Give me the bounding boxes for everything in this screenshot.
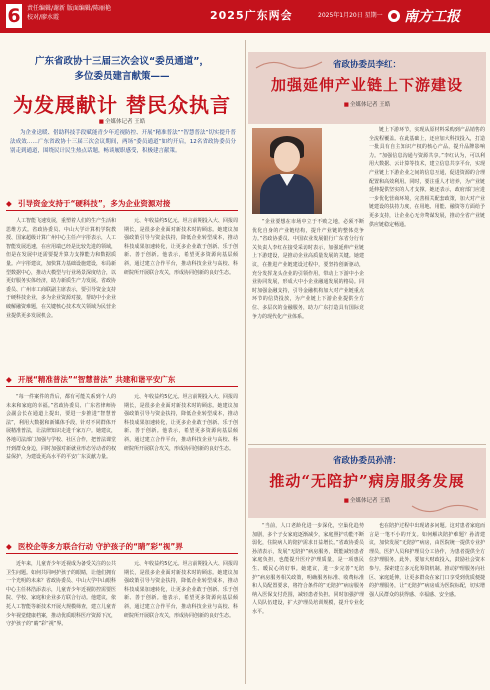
member-portrait-li-hong xyxy=(252,128,322,214)
editors-line-2: 校对/廖水霞 xyxy=(27,14,60,21)
section-banner: 2025广东两会 xyxy=(210,9,293,22)
section-3-body: 近年来，儿童青少年近视成为备受关注的公共卫生问题。如何共同呵护孩子的眼睛，让他们拥有一个光明的未来？省政协委员、中山大学中山眼科中心主任林浩添表示，儿童青少年近视防控需要医院、学校、家庭和企业多方联合行动。他建议，依托人工智能等新技术开展大规模筛查，建立儿童青少年视觉健康档案，推动优质眼科医疗资源下沉，守护孩子的“睛”彩“视”界。 xyxy=(6,561,116,628)
section-2-body-cont: 元、年收益约5亿元。坦言前期投入大、回报周期长，是很多企业面对新技术时的顾虑。她建议加强政策引导与资金扶持，降低企业转型成本，推动科技成果加速转化，让更多企业敢于创新、乐于创新、善于创新。他表示，希望更多资源向基层倾斜，通过建立合作平台，推动科技企业与高校、科研院所开展联合攻关，形成协同创新的良好生态。 xyxy=(124,394,238,452)
section-1-body-cont: 元、年收益约5亿元。坦言前期投入大、回报周期长，是很多企业面对新技术时的顾虑。她建议加强政策引导与资金扶持，降低企业转型成本，推动科技成果加速转化，让更多企业敢于创新、乐于创新、善于创新。他表示，希望更多资源向基层倾斜，通过建立合作平台，推动科技企业与高校、科研院所开展联合攻关，形成协同创新的良好生态。 xyxy=(124,218,238,276)
right-bottom-body-cont: 也在陪护过程中出现诸多问题。这对患者家庭而言是一笔不小的开支。如何解决陪护难题？孙清建议，加快发展“无陪护”病房，由医院统一提供专业护理员，医护人员和护理员分工协作，为患者提供全方位护理服务。此外，要加大财政投入，鼓励社会资本参与，探索建立多元化筹资机制。推动护理服务向社区、家庭延伸，让更多群众在家门口享受到优质便捷的护理服务，让“无陪护”病房成为医院标配，切实增强人民群众的获得感、幸福感、安全感。 xyxy=(369,523,485,598)
left-lead: 为企业送暖、借助科技手段赋能青少年近视防控、开展“精准普法”“智慧普法”切实提升普法成效……广东省政协十三届三次会议期间，两场“委员通道”如约开启，12名省政协委员分别走到通道，围绕民计民生热点话题，畅谈履职感受，积极建言献策。 xyxy=(10,130,236,154)
section-1-body: 人工智能飞速发展，重塑着人们的生产生活和思维方式。省政协委员、中山大学计算机学院教授、国家超级计算广州中心主任卢宇彤表示，人工智能发展迅速，在应用端已经是比较先进的领域，但是在发展中还需要提升算力支撑能力和数据质量。卢宇彤建议，加快算力基础设施建设，布局新型数据中心，推动大模型与行业场景深度结合，以更好服务实体经济，助力新质生产力发展。省政协委员、广州市工商联副主席表示，要引导资金支持于硬科技企业，多为企业资源对接，帮助中小企业破解融资难题，在关键核心技术攻关领域为民营企业提供更多发展机会。 xyxy=(6,218,116,319)
right-top-body-cont: 链上下游环节，实现从原材料采购到产品销售的全流程覆盖。在此基础上，还应加大科技投入，打造一批具有自主知识产权的核心产品，提升品牌影响力。“加强信息沟通与资源共享。”李红认为，可以利用大数据、云计算等技术，建立信息共享平台，实现产业链上下游企业之间的信息互通，促进资源的合理配置和高效利用。同时，要注重人才培养，为产业链延伸提供坚实的人才支撑。她还表示，政府部门应进一步优化营商环境，完善相关配套政策，加大对产业链建设的扶持力度，在用地、用能、融资等方面给予更多支持，让企业心无旁骛谋发展，推动全省产业链供应链稳定畅通。 xyxy=(369,127,485,228)
newspaper-logo-icon xyxy=(388,10,400,22)
right-bottom-body: “当前，人口老龄化进一步深化，空巢化趋势加剧，多个子女家庭逐渐减少，家庭照护功能不断弱化，住院病人的陪护需求日益增长。”省政协委员孙清表示，发展“无陪护”病房服务，既能减轻患者家庭负担，也能提升医疗护理质量，是一项惠民生、暖民心的好事。她建议，进一步完善“无陪护”病房服务相关政策，明确服务标准、收费标准和人员配置要求，将符合条件的“无陪护”病房服务纳入医保支付范围，减轻患者负担。同时加强护理人员队伍建设，扩大护理员培训规模，提升专业化水平。 xyxy=(252,523,364,615)
right-top-headline: 加强延伸产业链上下游建设 xyxy=(270,76,463,94)
section-2-body: “每一件案件的背后，都有可能关系到个人的未来和家庭的幸福。”省政协委员、广东省律师协会副会长在通道上提出，要进一步推进“智慧普法”，利用大数据和新媒体手段，针对不同群体开展精准普法，让法律知识走进千家万户。她建议，各地司法部门加强与学校、社区合作，把普法课堂开到群众身边，同时加强对新就业形态劳动者的权益保护，为建设更高水平的平安广东贡献力量。 xyxy=(6,394,116,461)
section-1-title: ◆ 引导资金支持于“硬科技”，多为企业资源对接 xyxy=(6,197,238,211)
left-kicker-line-2: 多位委员建言献策—— xyxy=(74,71,170,82)
section-3-body-cont: 元、年收益约5亿元。坦言前期投入大、回报周期长，是很多企业面对新技术时的顾虑。她建议加强政策引导与资金扶持，降低企业转型成本，推动科技成果加速转化，让更多企业敢于创新、乐于创新、善于创新。他表示，希望更多资源向基层倾斜，通过建立合作平台，推动科技企业与高校、科研院所开展联合攻关，形成协同创新的良好生态。 xyxy=(124,561,238,619)
column-divider xyxy=(245,40,246,684)
left-headline: 为发展献计 替民众执言 xyxy=(13,93,231,117)
right-bottom-byline: ■ 全媒体记者 王皓 xyxy=(248,496,486,504)
section-2-title: ◆ 开展“精准普法”“智慧普法” 共建和谐平安广东 xyxy=(6,373,238,387)
issue-date: 2025年1月20日 星期一 xyxy=(318,12,383,19)
editors-credit xyxy=(27,4,111,22)
right-top-body: “企业要想在市场中立于不败之地，必须不断优化自身的产业链结构，提升产业链的整体竞争力。”省政协委员、中国农业发展银行广东省分行有关负责人李红在接受采访时表示，加强延伸产业链上下游建设，是推动企业高质量发展的关键。她建议，在推进产业链建设过程中，要坚持创新驱动，充分发挥龙头企业的引领作用，带动上下游中小企业协同发展，形成大中小企业融通发展的格局。同时加强金融支持，引导金融机构加大对产业链重点环节的信贷投放，为产业链上下游企业提供全方位、多层次的金融服务，助力广东打造具有国际竞争力的现代化产业体系。 xyxy=(252,219,364,320)
editors-line-1: 责任编辑/谢新 版面编辑/陈丽艳 xyxy=(27,5,111,12)
right-top-byline: ■ 全媒体记者 王皓 xyxy=(248,100,486,108)
masthead-band xyxy=(0,0,490,33)
right-bottom-headline: 推动“无陪护”病房服务发展 xyxy=(269,472,465,490)
story-divider xyxy=(248,444,486,445)
newspaper-logo: 南方工报 xyxy=(404,9,460,25)
page-number: 6 xyxy=(7,5,21,27)
right-bottom-header xyxy=(248,448,486,518)
left-story xyxy=(0,33,244,690)
left-byline: ■ 全媒体记者 王皓 xyxy=(4,117,240,125)
right-top-kicker: 省政协委员李红： xyxy=(332,60,401,70)
section-3-title: ◆ 医校企等多方联合行动 守护孩子的“睛”彩“视”界 xyxy=(6,540,238,554)
right-top-header xyxy=(248,52,486,124)
right-bottom-kicker: 省政协委员孙清： xyxy=(332,456,401,466)
left-kicker-line-1: 广东省政协十三届三次会议“委员通道”， xyxy=(35,56,209,67)
